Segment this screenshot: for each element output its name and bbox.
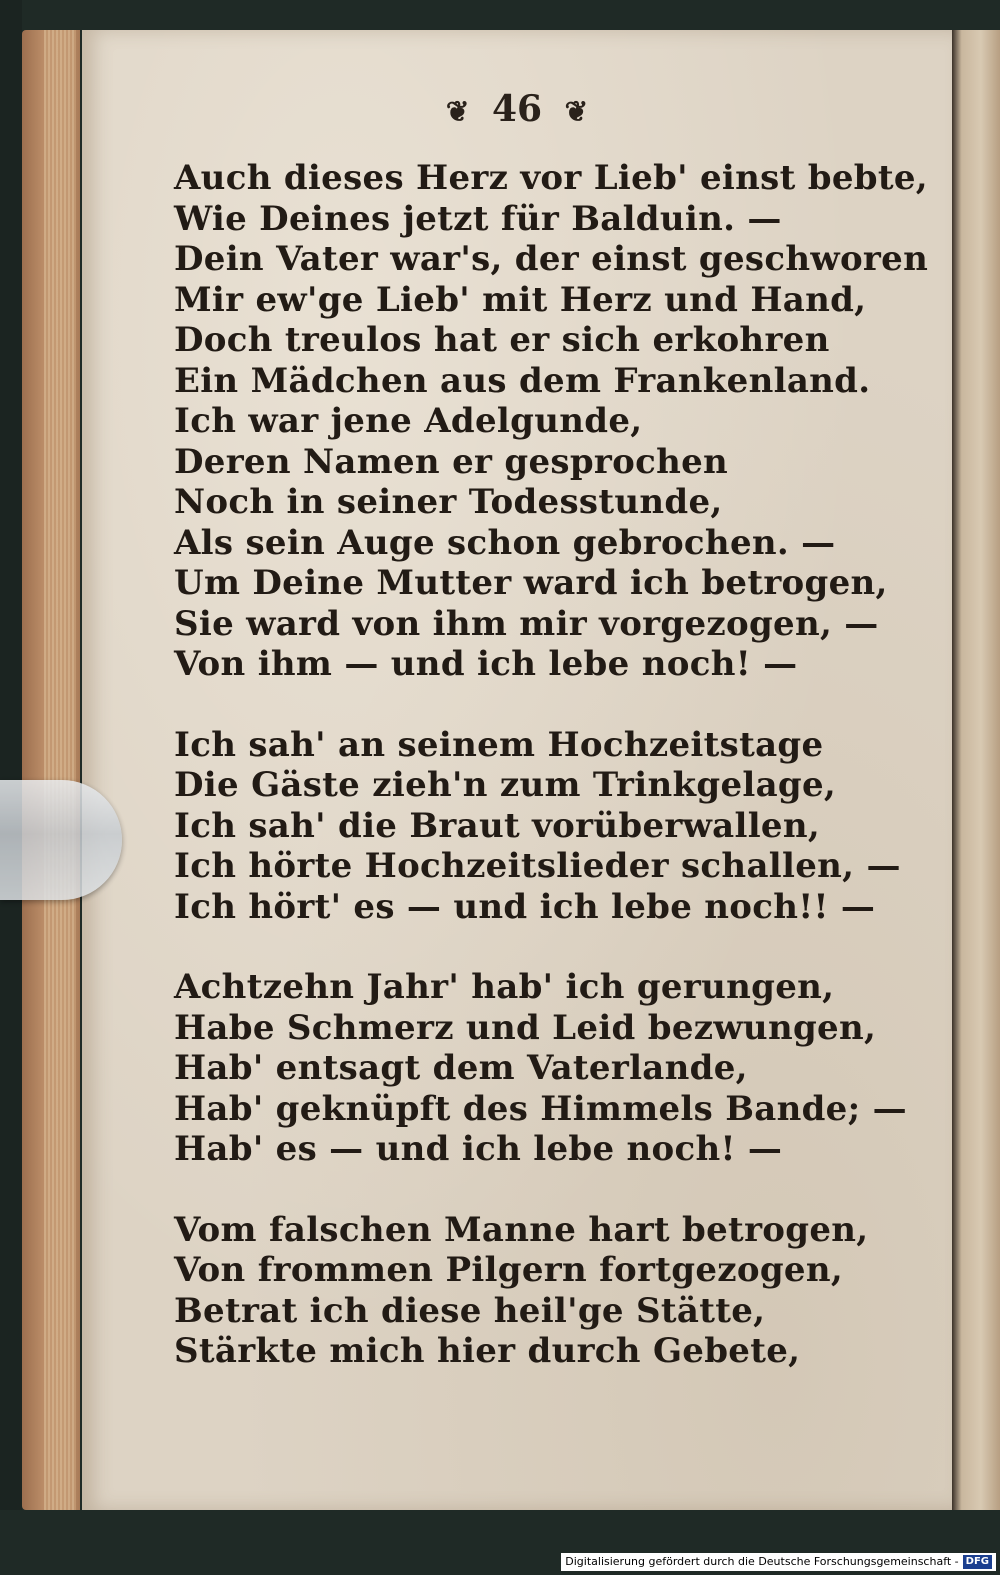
poem-line: Ich hört' es — und ich lebe noch!! — <box>174 886 876 927</box>
poem-line: Von frommen Pilgern fortgezogen, <box>174 1250 843 1290</box>
poem-line: Ich sah' die Braut vorüberwallen, <box>174 805 821 846</box>
credit-text: Digitalisierung gefördert durch die Deutsche Forschungsgemeinschaft - <box>565 1555 959 1568</box>
poem-line: Sie ward von ihm mir vorgezogen, — <box>174 603 879 644</box>
page-header <box>82 88 952 130</box>
poem-line: Wie Deines jetzt für Balduin. — <box>174 198 782 239</box>
poem-line: Von ihm — und ich lebe noch! — <box>174 644 798 684</box>
poem-line: Betrat ich diese heil'ge Stätte, <box>174 1290 766 1331</box>
ornament-right-icon: ❦ <box>564 95 589 128</box>
stanza-gap <box>174 927 914 967</box>
poem-line: Mir ew'ge Lieb' mit Herz und Hand, <box>174 279 867 320</box>
poem-line: Stärkte mich hier durch Gebete, <box>174 1331 801 1371</box>
poem-line: Auch dieses Herz vor Lieb' einst bebte, <box>174 158 928 198</box>
stanza <box>174 1210 914 1372</box>
page-clip <box>0 780 122 900</box>
stanza-gap <box>174 1170 914 1210</box>
poem-line: Um Deine Mutter ward ich betrogen, <box>174 563 888 603</box>
poem-line: Hab' entsagt dem Vaterlande, <box>174 1048 748 1088</box>
poem-line: Doch treulos hat er sich erkohren <box>174 320 830 360</box>
dfg-logo: DFG <box>963 1555 992 1569</box>
poem-line: Vom falschen Manne hart betrogen, <box>174 1209 869 1250</box>
poem-line: Deren Namen er gesprochen <box>174 441 729 482</box>
poem-line: Als sein Auge schon gebrochen. — <box>174 522 836 563</box>
poem-line: Ich hörte Hochzeitslieder schallen, — <box>174 846 901 886</box>
digitization-credit <box>561 1553 996 1571</box>
poem-line: Noch in seiner Todesstunde, <box>174 482 723 522</box>
poem-line: Die Gäste zieh'n zum Trinkgelage, <box>174 765 837 805</box>
poem-line: Dein Vater war's, der einst geschworen <box>174 239 929 279</box>
stanza <box>174 158 929 685</box>
stanza <box>174 725 914 928</box>
poem-line: Habe Schmerz und Leid bezwungen, <box>174 1007 877 1048</box>
poem-line: Hab' geknüpft des Himmels Bande; — <box>174 1088 907 1129</box>
ornament-left-icon: ❦ <box>445 95 470 128</box>
page-number: 46 <box>491 88 543 130</box>
stanza <box>174 967 914 1170</box>
poem-line: Ich war jene Adelgunde, <box>174 401 643 441</box>
book-fore-edge <box>22 30 80 1510</box>
poem-line: Hab' es — und ich lebe noch! — <box>174 1129 783 1169</box>
poem-line: Ich sah' an seinem Hochzeitstage <box>174 724 824 765</box>
poem-line: Achtzehn Jahr' hab' ich gerungen, <box>174 967 835 1007</box>
book-page <box>82 30 952 1510</box>
stanza-gap <box>174 685 914 725</box>
facing-page-edge <box>952 30 1000 1510</box>
poem-line: Ein Mädchen aus dem Frankenland. <box>174 360 871 401</box>
poem-text <box>174 158 929 1372</box>
